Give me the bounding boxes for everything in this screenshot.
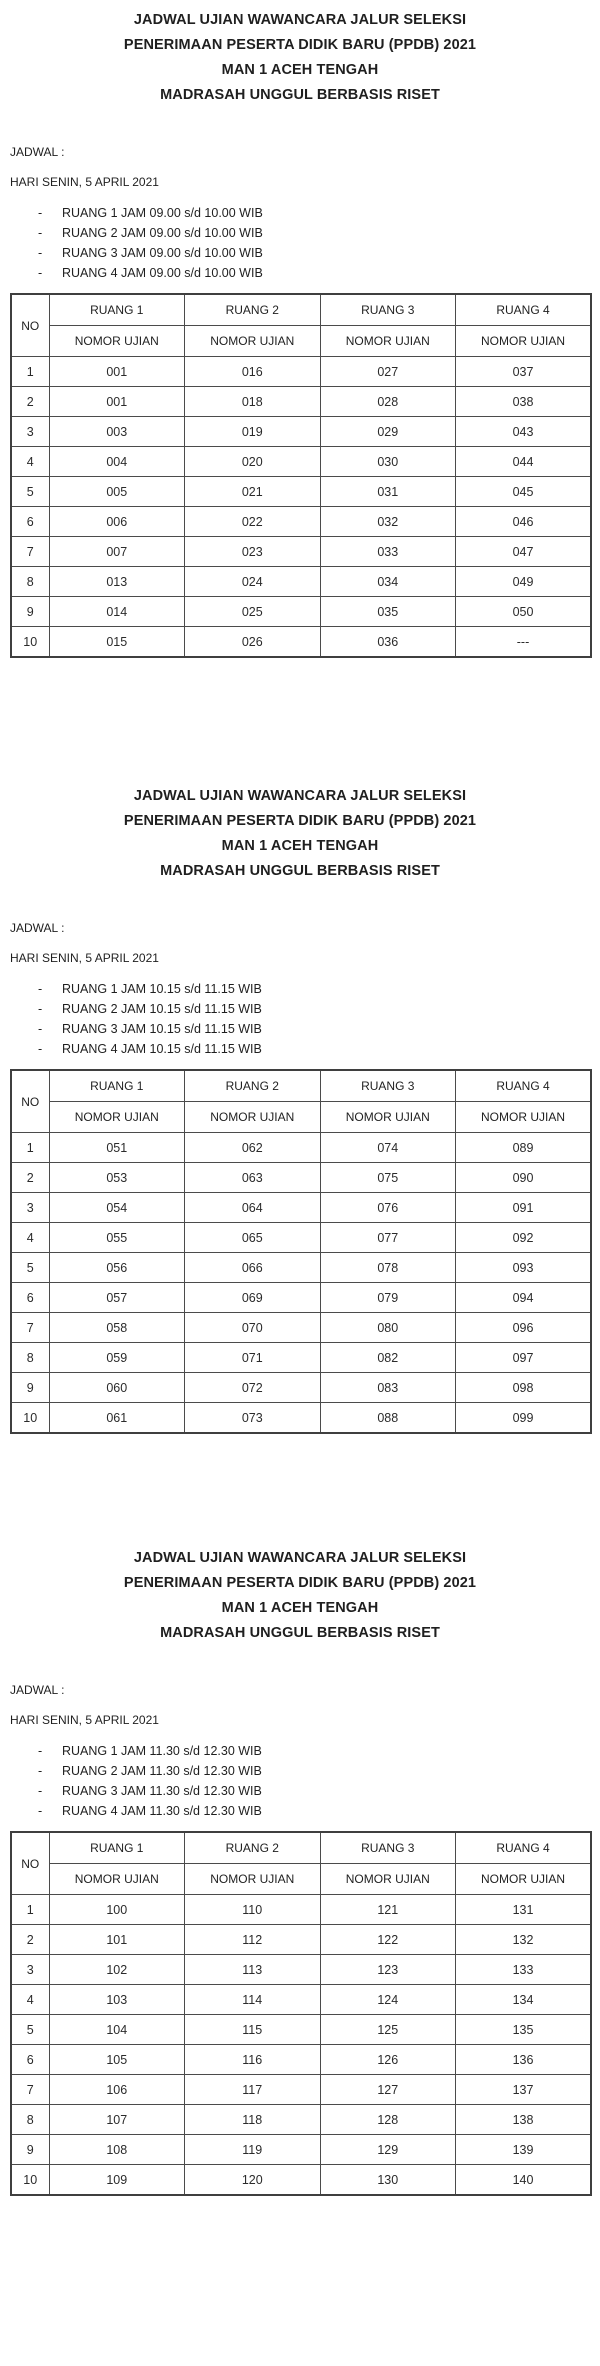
table-row	[11, 1403, 591, 1434]
exam-number-cell: 070	[185, 1313, 321, 1343]
schedule-item-text: RUANG 1 JAM 10.15 s/d 11.15 WIB	[62, 982, 262, 996]
room-column-header: RUANG 4	[456, 294, 592, 326]
exam-number-cell: 135	[456, 2015, 592, 2045]
room-column-header: RUANG 3	[320, 294, 456, 326]
exam-number-cell: 078	[320, 1253, 456, 1283]
row-number: 9	[11, 1373, 49, 1403]
row-number: 1	[11, 357, 49, 387]
schedule-item-text: RUANG 3 JAM 10.15 s/d 11.15 WIB	[62, 1022, 262, 1036]
exam-number-cell: 116	[185, 2045, 321, 2075]
exam-number-cell: 003	[49, 417, 185, 447]
row-number: 7	[11, 2075, 49, 2105]
exam-number-cell: 136	[456, 2045, 592, 2075]
table-subheader-row	[11, 1102, 591, 1133]
table-row	[11, 627, 591, 658]
exam-number-cell: 069	[185, 1283, 321, 1313]
table-row	[11, 2045, 591, 2075]
jadwal-label: JADWAL :	[10, 1683, 65, 1697]
schedule-item	[0, 979, 600, 999]
exam-number-cell: 035	[320, 597, 456, 627]
schedule-item-text: RUANG 2 JAM 09.00 s/d 10.00 WIB	[62, 226, 263, 240]
exam-number-cell: 058	[49, 1313, 185, 1343]
dash-bullet-icon	[0, 1801, 62, 1821]
row-number: 8	[11, 1343, 49, 1373]
exam-number-cell: 138	[456, 2105, 592, 2135]
exam-number-cell: 045	[456, 477, 592, 507]
exam-number-cell: 001	[49, 357, 185, 387]
room-column-header: RUANG 2	[185, 294, 321, 326]
exam-number-cell: 038	[456, 387, 592, 417]
exam-number-subheader: NOMOR UJIAN	[185, 1102, 321, 1133]
table-row	[11, 1373, 591, 1403]
exam-number-cell: 133	[456, 1955, 592, 1985]
exam-number-cell: 093	[456, 1253, 592, 1283]
row-number: 2	[11, 387, 49, 417]
exam-number-cell: 019	[185, 417, 321, 447]
row-number: 6	[11, 2045, 49, 2075]
schedule-section-2	[0, 784, 600, 1434]
room-column-header: RUANG 2	[185, 1832, 321, 1864]
exam-number-cell: 099	[456, 1403, 592, 1434]
schedule-item	[0, 243, 600, 263]
row-number: 3	[11, 417, 49, 447]
exam-number-cell: 125	[320, 2015, 456, 2045]
dash-bullet-icon	[0, 223, 62, 243]
exam-number-cell: 121	[320, 1895, 456, 1925]
exam-number-cell: 108	[49, 2135, 185, 2165]
exam-number-subheader: NOMOR UJIAN	[320, 326, 456, 357]
exam-number-subheader: NOMOR UJIAN	[320, 1864, 456, 1895]
table-row	[11, 1163, 591, 1193]
exam-number-cell: 131	[456, 1895, 592, 1925]
dash-bullet-icon	[0, 979, 62, 999]
exam-number-cell: 120	[185, 2165, 321, 2196]
exam-number-cell: 006	[49, 507, 185, 537]
row-number: 8	[11, 2105, 49, 2135]
exam-number-cell: 076	[320, 1193, 456, 1223]
schedule-item	[0, 203, 600, 223]
exam-number-cell: 015	[49, 627, 185, 658]
exam-number-cell: 030	[320, 447, 456, 477]
schedule-section-1	[0, 8, 600, 658]
dash-bullet-icon	[0, 203, 62, 223]
exam-number-cell: 018	[185, 387, 321, 417]
exam-number-cell: 089	[456, 1133, 592, 1163]
dash-bullet-icon	[0, 1741, 62, 1761]
title-line-4: MADRASAH UNGGUL BERBASIS RISET	[160, 1625, 440, 1641]
dash-bullet-icon	[0, 1781, 62, 1801]
row-number: 2	[11, 1925, 49, 1955]
exam-number-cell: 097	[456, 1343, 592, 1373]
exam-number-cell: 032	[320, 507, 456, 537]
exam-number-cell: 077	[320, 1223, 456, 1253]
exam-number-subheader: NOMOR UJIAN	[49, 326, 185, 357]
exam-number-cell: 071	[185, 1343, 321, 1373]
exam-number-cell: 033	[320, 537, 456, 567]
exam-number-cell: 105	[49, 2045, 185, 2075]
schedule-item	[0, 1781, 600, 1801]
exam-number-cell: 123	[320, 1955, 456, 1985]
table-subheader-row	[11, 1864, 591, 1895]
jadwal-label: JADWAL :	[10, 921, 65, 935]
row-number: 7	[11, 537, 49, 567]
table-row	[11, 507, 591, 537]
exam-number-cell: 113	[185, 1955, 321, 1985]
exam-number-cell: 129	[320, 2135, 456, 2165]
exam-number-cell: 022	[185, 507, 321, 537]
exam-number-cell: 075	[320, 1163, 456, 1193]
document-title	[0, 784, 600, 884]
row-number: 10	[11, 2165, 49, 2196]
exam-number-cell: 107	[49, 2105, 185, 2135]
dash-bullet-icon	[0, 263, 62, 283]
dash-bullet-icon	[0, 243, 62, 263]
room-column-header: RUANG 1	[49, 1070, 185, 1102]
schedule-item-text: RUANG 2 JAM 11.30 s/d 12.30 WIB	[62, 1764, 262, 1778]
row-number: 2	[11, 1163, 49, 1193]
table-row	[11, 1253, 591, 1283]
table-row	[11, 1313, 591, 1343]
exam-number-cell: 059	[49, 1343, 185, 1373]
exam-number-cell: 128	[320, 2105, 456, 2135]
schedule-item	[0, 1801, 600, 1821]
row-number: 1	[11, 1133, 49, 1163]
jadwal-label: JADWAL :	[10, 145, 65, 159]
room-column-header: RUANG 2	[185, 1070, 321, 1102]
room-column-header: RUANG 3	[320, 1070, 456, 1102]
exam-number-cell: 029	[320, 417, 456, 447]
exam-number-cell: 110	[185, 1895, 321, 1925]
table-row	[11, 2105, 591, 2135]
table-row	[11, 447, 591, 477]
exam-number-table	[10, 293, 592, 658]
exam-number-cell: 132	[456, 1925, 592, 1955]
exam-number-cell: 072	[185, 1373, 321, 1403]
exam-number-subheader: NOMOR UJIAN	[49, 1102, 185, 1133]
exam-number-cell: 094	[456, 1283, 592, 1313]
exam-number-cell: 063	[185, 1163, 321, 1193]
exam-number-cell: 053	[49, 1163, 185, 1193]
exam-number-cell: 101	[49, 1925, 185, 1955]
exam-number-cell: 031	[320, 477, 456, 507]
exam-number-cell: 104	[49, 2015, 185, 2045]
exam-number-cell: 062	[185, 1133, 321, 1163]
exam-number-cell: 036	[320, 627, 456, 658]
exam-number-cell: 139	[456, 2135, 592, 2165]
exam-number-cell: 051	[49, 1133, 185, 1163]
schedule-item-text: RUANG 1 JAM 09.00 s/d 10.00 WIB	[62, 206, 263, 220]
room-column-header: RUANG 3	[320, 1832, 456, 1864]
schedule-item	[0, 1761, 600, 1781]
exam-number-cell: 044	[456, 447, 592, 477]
exam-number-cell: 057	[49, 1283, 185, 1313]
schedule-item-text: RUANG 4 JAM 09.00 s/d 10.00 WIB	[62, 266, 263, 280]
exam-number-cell: 109	[49, 2165, 185, 2196]
exam-number-cell: 102	[49, 1955, 185, 1985]
title-line-1: JADWAL UJIAN WAWANCARA JALUR SELEKSI	[133, 12, 467, 28]
table-row	[11, 477, 591, 507]
exam-number-cell: 126	[320, 2045, 456, 2075]
no-column-header: NO	[11, 1070, 49, 1133]
table-row	[11, 1985, 591, 2015]
exam-number-cell: 098	[456, 1373, 592, 1403]
row-number: 10	[11, 627, 49, 658]
schedule-item-text: RUANG 1 JAM 11.30 s/d 12.30 WIB	[62, 1744, 262, 1758]
table-row	[11, 1925, 591, 1955]
dash-bullet-icon	[0, 999, 62, 1019]
exam-number-subheader: NOMOR UJIAN	[456, 326, 592, 357]
row-number: 6	[11, 507, 49, 537]
exam-number-cell: 122	[320, 1925, 456, 1955]
table-row	[11, 357, 591, 387]
schedule-item	[0, 1741, 600, 1761]
exam-number-subheader: NOMOR UJIAN	[456, 1102, 592, 1133]
title-line-1: JADWAL UJIAN WAWANCARA JALUR SELEKSI	[133, 788, 467, 804]
exam-number-cell: 065	[185, 1223, 321, 1253]
row-number: 9	[11, 2135, 49, 2165]
table-row	[11, 2075, 591, 2105]
table-header-row	[11, 294, 591, 326]
table-row	[11, 1343, 591, 1373]
row-number: 3	[11, 1955, 49, 1985]
exam-number-cell: 115	[185, 2015, 321, 2045]
exam-number-subheader: NOMOR UJIAN	[185, 1864, 321, 1895]
exam-number-cell: 026	[185, 627, 321, 658]
exam-number-cell: 023	[185, 537, 321, 567]
room-column-header: RUANG 1	[49, 1832, 185, 1864]
exam-number-cell: 073	[185, 1403, 321, 1434]
exam-number-cell: 027	[320, 357, 456, 387]
exam-number-table	[10, 1069, 592, 1434]
exam-number-cell: 034	[320, 567, 456, 597]
exam-number-cell: 106	[49, 2075, 185, 2105]
title-line-2: PENERIMAAN PESERTA DIDIK BARU (PPDB) 2021	[123, 813, 477, 829]
schedule-item-text: RUANG 4 JAM 10.15 s/d 11.15 WIB	[62, 1042, 262, 1056]
schedule-item-text: RUANG 2 JAM 10.15 s/d 11.15 WIB	[62, 1002, 262, 1016]
exam-number-subheader: NOMOR UJIAN	[456, 1864, 592, 1895]
schedule-item	[0, 1019, 600, 1039]
table-header-row	[11, 1070, 591, 1102]
exam-number-cell: 137	[456, 2075, 592, 2105]
row-number: 4	[11, 1223, 49, 1253]
table-row	[11, 2015, 591, 2045]
row-number: 5	[11, 2015, 49, 2045]
table-row	[11, 1895, 591, 1925]
date-line: HARI SENIN, 5 APRIL 2021	[10, 1713, 159, 1727]
row-number: 8	[11, 567, 49, 597]
schedule-item	[0, 263, 600, 283]
no-column-header: NO	[11, 1832, 49, 1895]
exam-number-cell: 014	[49, 597, 185, 627]
document-title	[0, 8, 600, 108]
schedule-list	[0, 1741, 600, 1821]
exam-number-cell: 103	[49, 1985, 185, 2015]
row-number: 5	[11, 1253, 49, 1283]
title-line-3: MAN 1 ACEH TENGAH	[221, 838, 379, 854]
date-line: HARI SENIN, 5 APRIL 2021	[10, 175, 159, 189]
row-number: 1	[11, 1895, 49, 1925]
exam-number-cell: 079	[320, 1283, 456, 1313]
exam-number-cell: 043	[456, 417, 592, 447]
dash-bullet-icon	[0, 1019, 62, 1039]
exam-number-cell: 046	[456, 507, 592, 537]
exam-number-cell: 117	[185, 2075, 321, 2105]
row-number: 9	[11, 597, 49, 627]
table-row	[11, 417, 591, 447]
exam-number-cell: 124	[320, 1985, 456, 2015]
exam-number-cell: 005	[49, 477, 185, 507]
exam-number-cell: 007	[49, 537, 185, 567]
room-column-header: RUANG 1	[49, 294, 185, 326]
exam-number-cell: 127	[320, 2075, 456, 2105]
exam-number-cell: 021	[185, 477, 321, 507]
exam-number-cell: ---	[456, 627, 592, 658]
table-header-row	[11, 1832, 591, 1864]
exam-number-subheader: NOMOR UJIAN	[185, 326, 321, 357]
exam-number-cell: 100	[49, 1895, 185, 1925]
exam-number-cell: 037	[456, 357, 592, 387]
table-row	[11, 1955, 591, 1985]
exam-number-cell: 074	[320, 1133, 456, 1163]
title-line-1: JADWAL UJIAN WAWANCARA JALUR SELEKSI	[133, 1550, 467, 1566]
exam-number-subheader: NOMOR UJIAN	[320, 1102, 456, 1133]
title-line-2: PENERIMAAN PESERTA DIDIK BARU (PPDB) 2021	[123, 37, 477, 53]
table-row	[11, 2135, 591, 2165]
exam-number-cell: 024	[185, 567, 321, 597]
row-number: 5	[11, 477, 49, 507]
exam-number-subheader: NOMOR UJIAN	[49, 1864, 185, 1895]
date-line: HARI SENIN, 5 APRIL 2021	[10, 951, 159, 965]
room-column-header: RUANG 4	[456, 1070, 592, 1102]
table-row	[11, 567, 591, 597]
exam-number-cell: 092	[456, 1223, 592, 1253]
title-line-3: MAN 1 ACEH TENGAH	[221, 1600, 379, 1616]
row-number: 4	[11, 1985, 49, 2015]
schedule-section-3	[0, 1546, 600, 2196]
exam-number-cell: 020	[185, 447, 321, 477]
document-title	[0, 1546, 600, 1646]
exam-number-cell: 013	[49, 567, 185, 597]
schedule-item	[0, 223, 600, 243]
exam-number-cell: 134	[456, 1985, 592, 2015]
schedule-list	[0, 979, 600, 1059]
table-row	[11, 2165, 591, 2196]
exam-number-cell: 080	[320, 1313, 456, 1343]
dash-bullet-icon	[0, 1039, 62, 1059]
exam-number-cell: 054	[49, 1193, 185, 1223]
exam-number-cell: 064	[185, 1193, 321, 1223]
schedule-item-text: RUANG 4 JAM 11.30 s/d 12.30 WIB	[62, 1804, 262, 1818]
document-page	[0, 8, 600, 2196]
title-line-2: PENERIMAAN PESERTA DIDIK BARU (PPDB) 2021	[123, 1575, 477, 1591]
exam-number-cell: 082	[320, 1343, 456, 1373]
exam-number-cell: 130	[320, 2165, 456, 2196]
table-row	[11, 537, 591, 567]
schedule-item	[0, 1039, 600, 1059]
no-column-header: NO	[11, 294, 49, 357]
table-row	[11, 1193, 591, 1223]
exam-number-table	[10, 1831, 592, 2196]
exam-number-cell: 060	[49, 1373, 185, 1403]
schedule-item-text: RUANG 3 JAM 09.00 s/d 10.00 WIB	[62, 246, 263, 260]
schedule-list	[0, 203, 600, 283]
dash-bullet-icon	[0, 1761, 62, 1781]
table-row	[11, 1223, 591, 1253]
exam-number-cell: 047	[456, 537, 592, 567]
exam-number-cell: 025	[185, 597, 321, 627]
exam-number-cell: 096	[456, 1313, 592, 1343]
table-subheader-row	[11, 326, 591, 357]
exam-number-cell: 119	[185, 2135, 321, 2165]
row-number: 4	[11, 447, 49, 477]
title-line-4: MADRASAH UNGGUL BERBASIS RISET	[160, 863, 440, 879]
exam-number-cell: 083	[320, 1373, 456, 1403]
exam-number-cell: 061	[49, 1403, 185, 1434]
exam-number-cell: 056	[49, 1253, 185, 1283]
schedule-item-text: RUANG 3 JAM 11.30 s/d 12.30 WIB	[62, 1784, 262, 1798]
table-row	[11, 1133, 591, 1163]
row-number: 10	[11, 1403, 49, 1434]
exam-number-cell: 112	[185, 1925, 321, 1955]
title-line-3: MAN 1 ACEH TENGAH	[221, 62, 379, 78]
exam-number-cell: 055	[49, 1223, 185, 1253]
exam-number-cell: 001	[49, 387, 185, 417]
exam-number-cell: 114	[185, 1985, 321, 2015]
exam-number-cell: 090	[456, 1163, 592, 1193]
exam-number-cell: 066	[185, 1253, 321, 1283]
exam-number-cell: 091	[456, 1193, 592, 1223]
exam-number-cell: 016	[185, 357, 321, 387]
table-row	[11, 597, 591, 627]
exam-number-cell: 140	[456, 2165, 592, 2196]
row-number: 7	[11, 1313, 49, 1343]
exam-number-cell: 004	[49, 447, 185, 477]
exam-number-cell: 028	[320, 387, 456, 417]
row-number: 3	[11, 1193, 49, 1223]
schedule-item	[0, 999, 600, 1019]
table-row	[11, 1283, 591, 1313]
row-number: 6	[11, 1283, 49, 1313]
exam-number-cell: 050	[456, 597, 592, 627]
exam-number-cell: 088	[320, 1403, 456, 1434]
exam-number-cell: 118	[185, 2105, 321, 2135]
exam-number-cell: 049	[456, 567, 592, 597]
title-line-4: MADRASAH UNGGUL BERBASIS RISET	[160, 87, 440, 103]
table-row	[11, 387, 591, 417]
room-column-header: RUANG 4	[456, 1832, 592, 1864]
